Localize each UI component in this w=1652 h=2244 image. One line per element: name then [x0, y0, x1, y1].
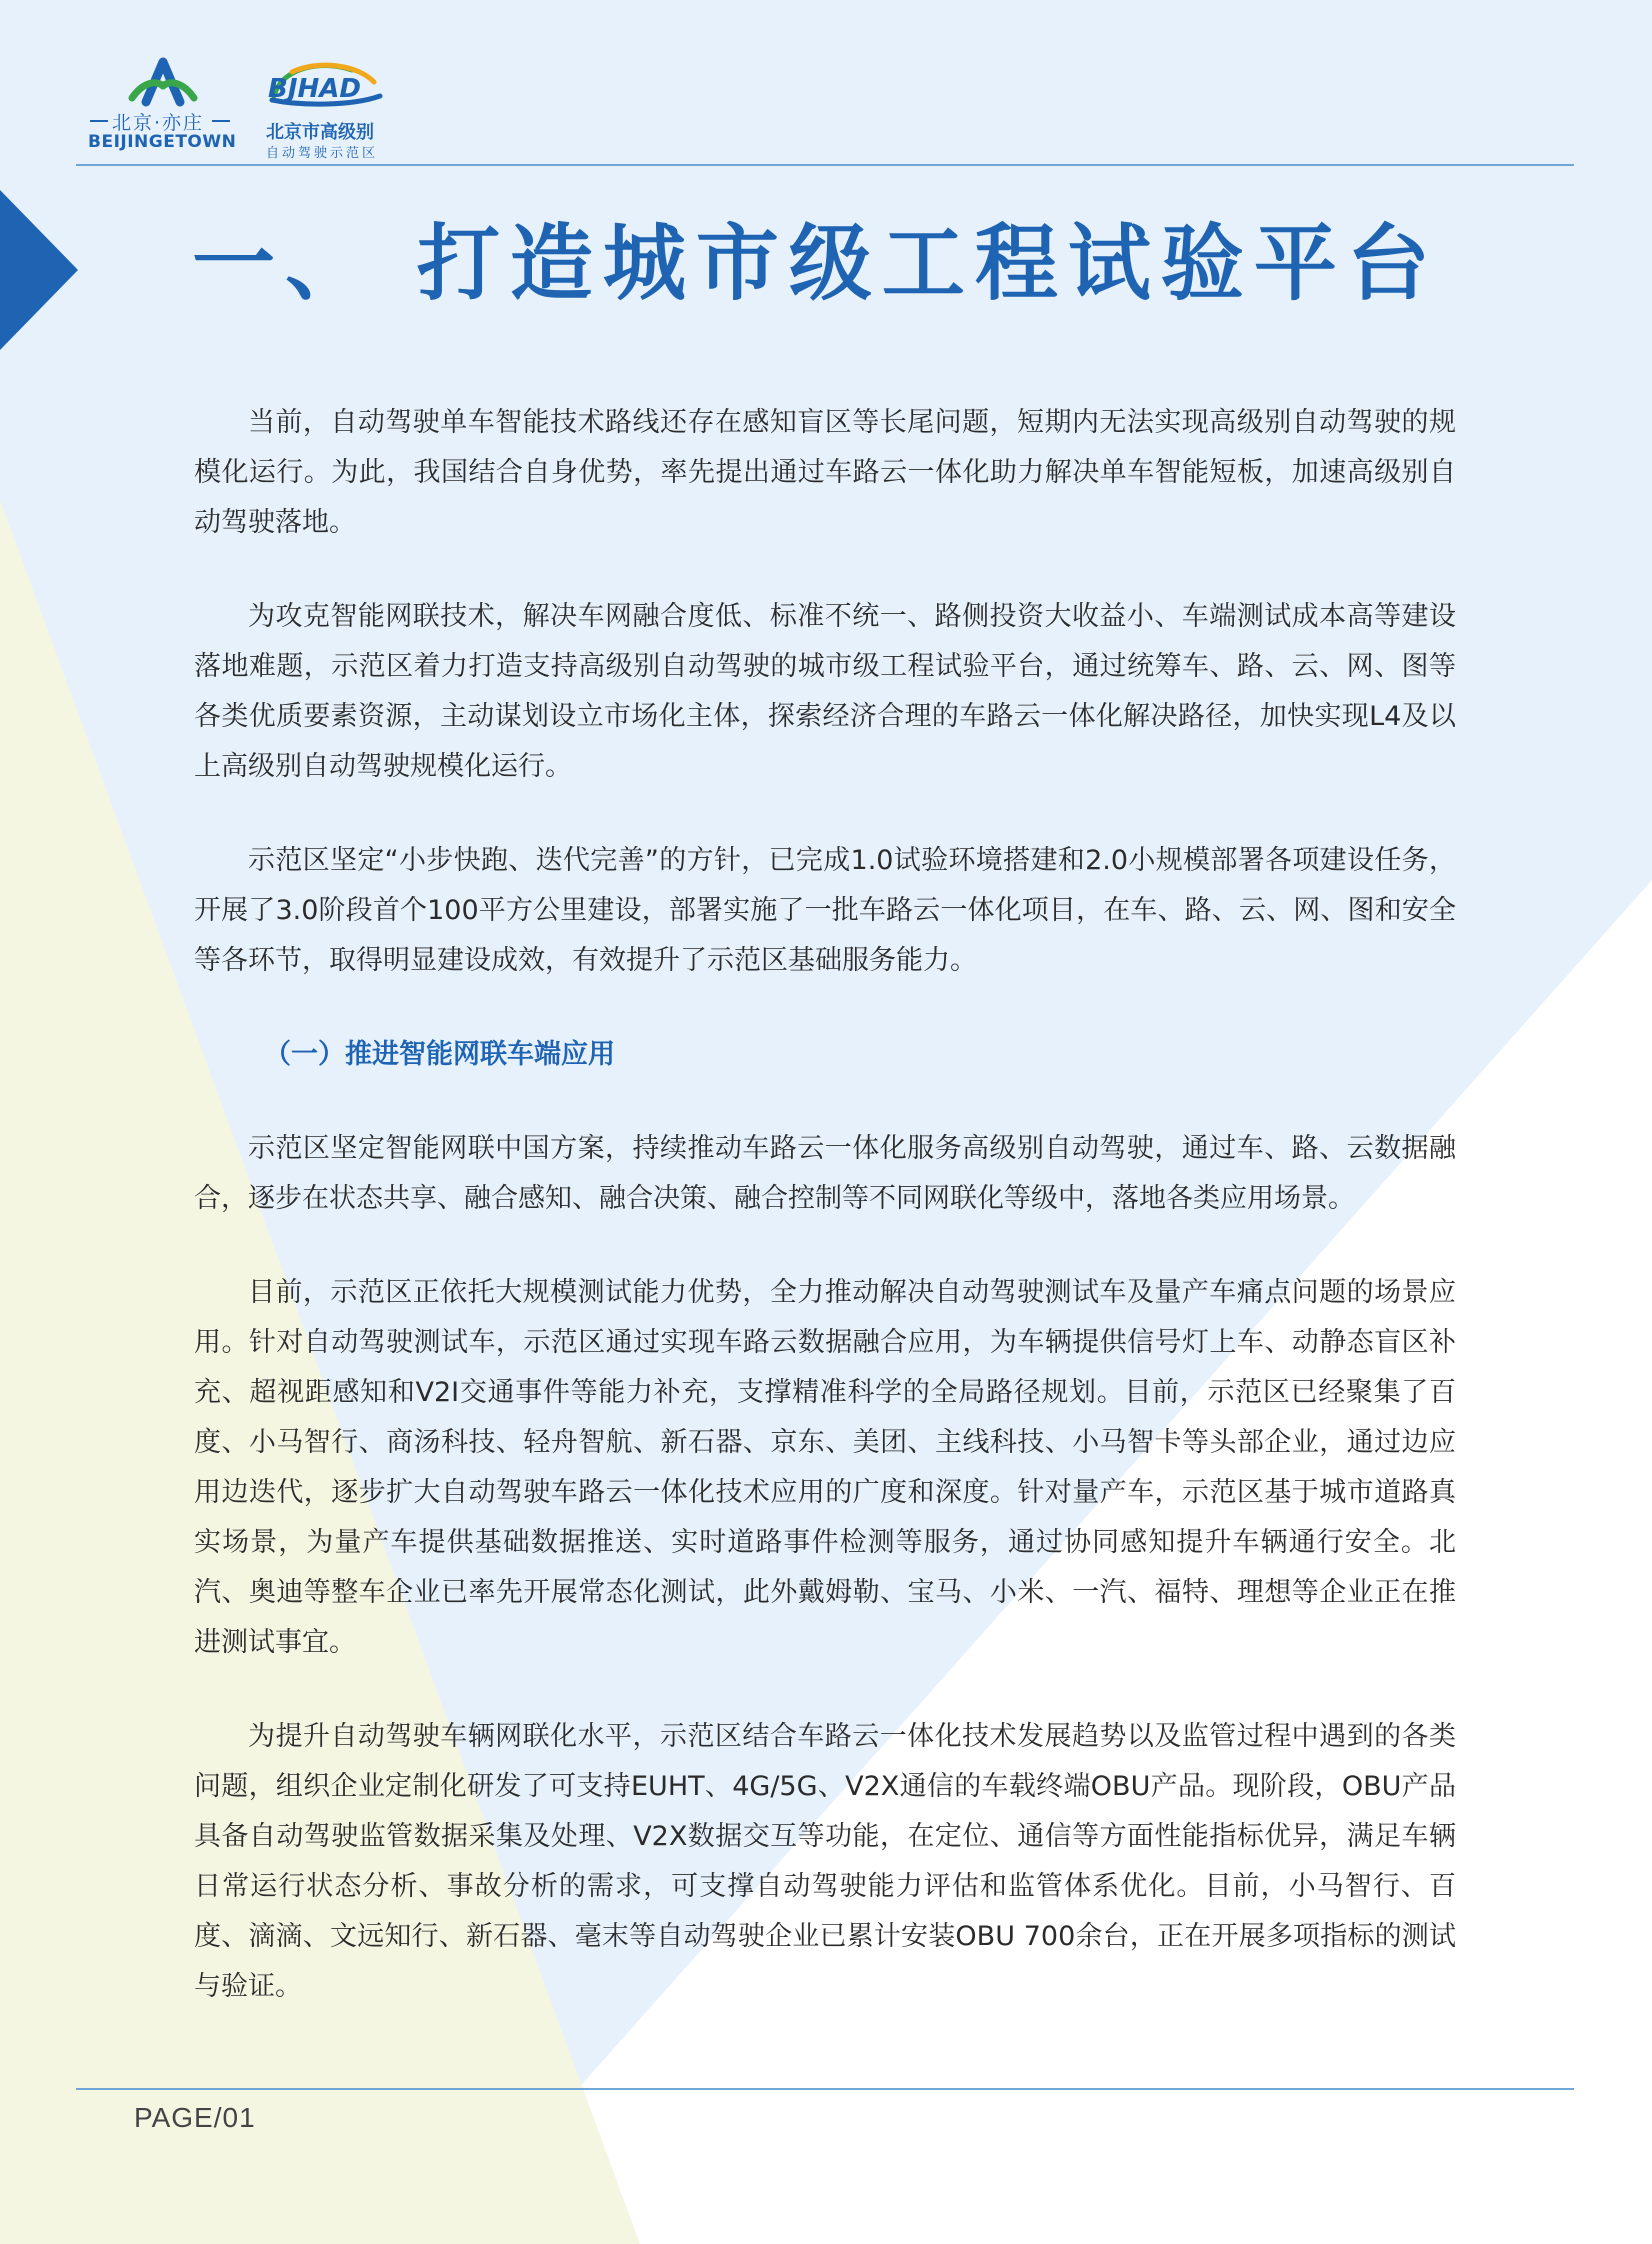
beijingetown-cn-rule-right — [212, 120, 230, 122]
paragraph-1: 当前，自动驾驶单车智能技术路线还存在感知盲区等长尾问题，短期内无法实现高级别自动驾驶的规模化运行。为此，我国结合自身优势，率先提出通过车路云一体化助力解决单车智能短板，加速高级别自动驾驶落地。 — [194, 407, 1456, 538]
paragraph-6: 为提升自动驾驶车辆网联化水平，示范区结合车路云一体化技术发展趋势以及监管过程中遇到的各类问题，组织企业定制化研发了可支持EUHT、4G/5G、V2X通信的车载终端OBU产品。现阶段，OBU产品具备自动驾驶监管数据采集及处理、V2X数据交互等功能，在定位、通信等方面性能指标优异，满足车辆日常运行状态分析、事故分析的需求，可支撑自动驾驶能力评估和监管体系优化。目前，小马智行、百度、滴滴、文远知行、新石器、毫末等自动驾驶企业已累计安装OBU 700余台，正在开展多项指标的测试与验证。 — [194, 1721, 1456, 2002]
main-content — [194, 398, 1456, 2056]
beijingetown-logo-icon — [88, 52, 238, 108]
section-subheading: （一）推进智能网联车端应用 — [264, 1039, 615, 1070]
bjhad-brand: BJHAD — [268, 74, 361, 104]
beijingetown-cn-rule-left — [90, 120, 108, 122]
beijingetown-cn-name: 北京·亦庄 — [112, 112, 205, 134]
bjhad-line2: 自动驾驶示范区 — [266, 146, 379, 161]
paragraph-5: 目前，示范区正依托大规模测试能力优势，全力推动解决自动驾驶测试车及量产车痛点问题的场景应用。针对自动驾驶测试车，示范区通过实现车路云数据融合应用，为车辆提供信号灯上车、动静态盲区补充、超视距感知和V2I交通事件等能力补充，支撑精准科学的全局路径规划。目前，示范区已经聚集了百度、小马智行、商汤科技、轻舟智航、新石器、京东、美团、主线科技、小马智卡等头部企业，通过边应用边迭代，逐步扩大自动驾驶车路云一体化技术应用的广度和深度。针对量产车，示范区基于城市道路真实场景，为量产车提供基础数据推送、实时道路事件检测等服务，通过协同感知提升车辆通行安全。北汽、奥迪等整车企业已率先开展常态化测试，此外戴姆勒、宝马、小米、一汽、福特、理想等企业正在推进测试事宜。 — [194, 1277, 1456, 1658]
page-title: 一、 打造城市级工程试验平台 — [192, 215, 1440, 312]
left-chevron-icon — [0, 190, 80, 350]
bjhad-logo — [262, 60, 442, 160]
beijingetown-logo — [88, 52, 238, 152]
bjhad-line1: 北京市高级别 — [266, 122, 374, 143]
page-number: PAGE/01 — [134, 2102, 256, 2133]
beijingetown-en-name: BEIJINGETOWN — [88, 132, 237, 152]
paragraph-4: 示范区坚定智能网联中国方案，持续推动车路云一体化服务高级别自动驾驶，通过车、路、云数据融合，逐步在状态共享、融合感知、融合决策、融合控制等不同网联化等级中，落地各类应用场景。 — [194, 1133, 1456, 1214]
header-rule — [76, 164, 1574, 166]
footer-rule — [76, 2088, 1574, 2090]
paragraph-2: 为攻克智能网联技术，解决车网融合度低、标准不统一、路侧投资大收益小、车端测试成本高等建设落地难题，示范区着力打造支持高级别自动驾驶的城市级工程试验平台，通过统筹车、路、云、网、图等各类优质要素资源，主动谋划设立市场化主体，探索经济合理的车路云一体化解决路径，加快实现L4及以上高级别自动驾驶规模化运行。 — [194, 601, 1456, 782]
paragraph-3: 示范区坚定“小步快跑、迭代完善”的方针，已完成1.0试验环境搭建和2.0小规模部署各项建设任务，开展了3.0阶段首个100平方公里建设，部署实施了一批车路云一体化项目，在车、路、云、网、图和安全等各环节，取得明显建设成效，有效提升了示范区基础服务能力。 — [194, 845, 1456, 976]
